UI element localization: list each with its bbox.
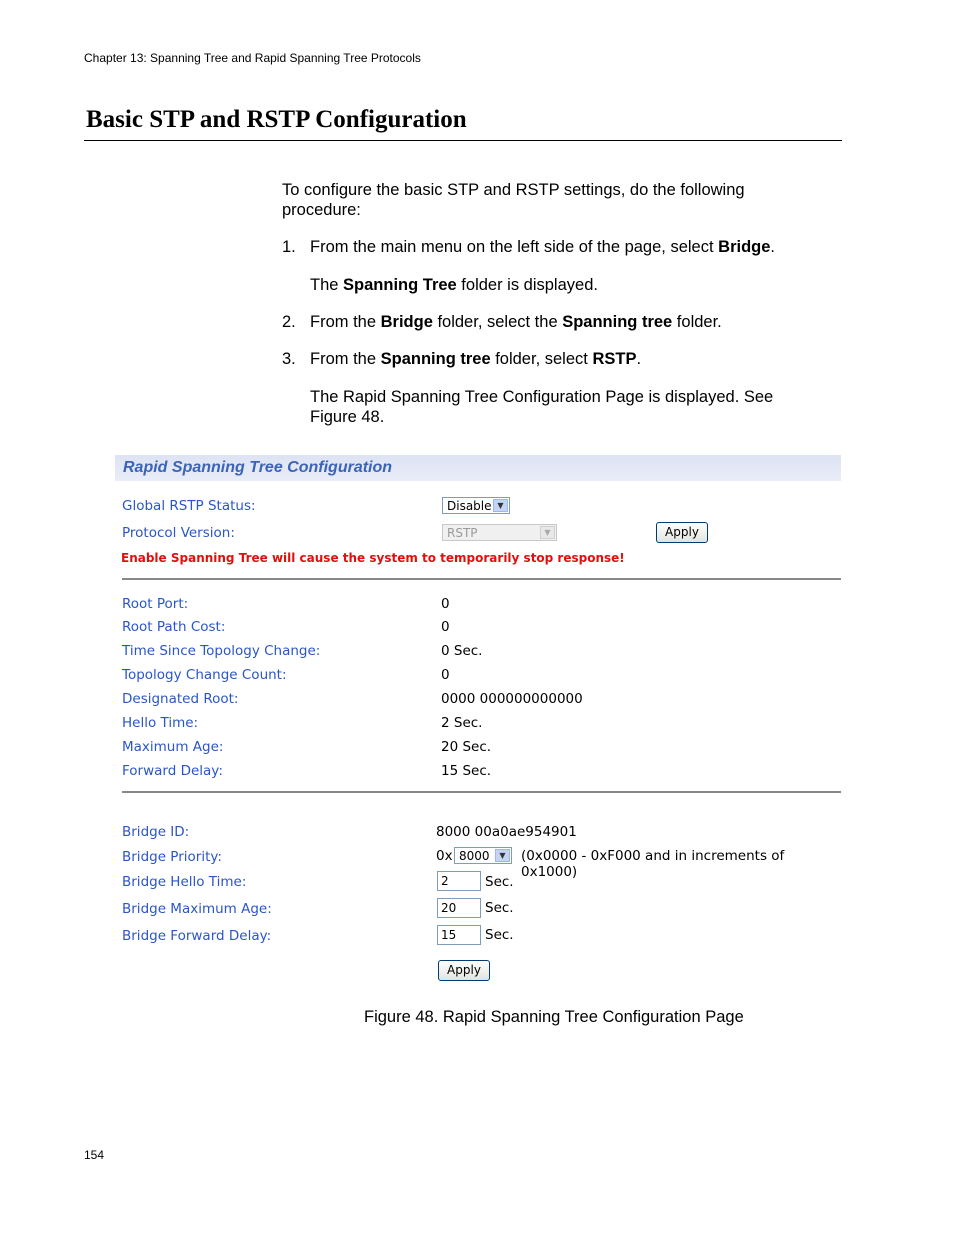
status-value: 0000 000000000000 (441, 691, 583, 707)
step-text: From the (310, 350, 381, 368)
step-bold: RSTP (592, 350, 637, 368)
hello-time-input[interactable]: 2 (437, 871, 481, 891)
chevron-down-icon: ▼ (540, 526, 555, 539)
step-bold: Bridge (718, 238, 771, 256)
select-value: Disable (447, 499, 492, 513)
step-1-note (310, 275, 830, 295)
intro-paragraph: To configure the basic STP and RSTP settings, do the following procedure: (282, 181, 745, 219)
max-age-input[interactable]: 20 (437, 898, 481, 918)
chapter-header: Chapter 13: Spanning Tree and Rapid Spanning Tree Protocols (84, 51, 421, 65)
page-number: 154 (84, 1148, 105, 1162)
status-label: Designated Root: (122, 691, 239, 707)
title-rule (84, 140, 842, 141)
figure-caption: Figure 48. Rapid Spanning Tree Configuration Page (364, 1008, 744, 1026)
status-label: Time Since Topology Change: (122, 643, 321, 659)
step-text: From the main menu on the left side of the page, select (310, 238, 719, 256)
step-bold: Bridge (380, 313, 433, 331)
step-number: 3. (282, 350, 296, 368)
bridge-forward-delay-label: Bridge Forward Delay: (122, 928, 272, 944)
step-3-note (310, 387, 830, 427)
step-3 (310, 349, 830, 369)
unit-label: Sec. (485, 927, 514, 943)
divider (122, 578, 841, 580)
step-text: folder, select the (432, 313, 563, 331)
status-label: Root Port: (122, 596, 189, 612)
step-text: folder, select (490, 350, 593, 368)
chevron-down-icon: ▼ (493, 499, 508, 512)
note-bold: Spanning Tree (343, 276, 457, 294)
hex-prefix: 0x (436, 848, 453, 864)
step-text: . (636, 350, 642, 368)
global-rstp-status-label: Global RSTP Status: (122, 498, 256, 514)
step-text: folder. (672, 313, 722, 331)
status-label: Root Path Cost: (122, 619, 226, 635)
note-text: folder is displayed. (456, 276, 598, 294)
step-text: . (770, 238, 776, 256)
bridge-max-age-label: Bridge Maximum Age: (122, 901, 272, 917)
status-value: 15 Sec. (441, 763, 492, 779)
note-line: The Rapid Spanning Tree Configuration Page is displayed. See (310, 388, 774, 406)
forward-delay-input[interactable]: 15 (437, 925, 481, 945)
status-label: Forward Delay: (122, 763, 223, 779)
warning-message: Enable Spanning Tree will cause the system to temporarily stop response! (121, 551, 625, 565)
bridge-priority-label: Bridge Priority: (122, 849, 222, 865)
status-value: 0 (441, 619, 450, 635)
step-bold: Spanning tree (562, 313, 673, 331)
step-text: From the (310, 313, 381, 331)
note-line: Figure 48. (310, 408, 385, 426)
panel-header-bar (115, 455, 841, 481)
note-text: The (310, 276, 344, 294)
divider (122, 791, 841, 793)
status-label: Topology Change Count: (122, 667, 287, 683)
step-bold: Spanning tree (380, 350, 491, 368)
step-1 (310, 237, 830, 257)
status-label: Maximum Age: (122, 739, 224, 755)
status-label: Hello Time: (122, 715, 199, 731)
global-rstp-status-select[interactable] (442, 497, 510, 514)
status-value: 0 Sec. (441, 643, 483, 659)
step-number: 2. (282, 313, 296, 331)
status-value: 0 (441, 667, 450, 683)
bridge-id-label: Bridge ID: (122, 824, 190, 840)
status-value: 0 (441, 596, 450, 612)
select-value: 8000 (459, 849, 490, 863)
unit-label: Sec. (485, 900, 514, 916)
step-2 (310, 312, 830, 332)
priority-range-hint: (0x0000 - 0xF000 and in increments of 0x1000) (521, 848, 785, 880)
status-value: 2 Sec. (441, 715, 483, 731)
protocol-version-label: Protocol Version: (122, 525, 235, 541)
bridge-priority-select[interactable] (454, 847, 512, 864)
bridge-hello-time-label: Bridge Hello Time: (122, 874, 247, 890)
protocol-version-select[interactable] (442, 524, 557, 541)
section-title: Basic STP and RSTP Configuration (86, 106, 467, 133)
unit-label: Sec. (485, 874, 514, 890)
step-number: 1. (282, 238, 296, 256)
bridge-id-value: 8000 00a0ae954901 (436, 824, 577, 840)
rstp-config-screenshot (115, 455, 841, 992)
chevron-down-icon: ▼ (495, 849, 510, 862)
panel-heading: Rapid Spanning Tree Configuration (123, 459, 393, 476)
apply-bridge-button[interactable]: Apply (438, 960, 490, 981)
status-value: 20 Sec. (441, 739, 492, 755)
select-value: RSTP (447, 526, 478, 540)
apply-button[interactable]: Apply (656, 522, 708, 543)
